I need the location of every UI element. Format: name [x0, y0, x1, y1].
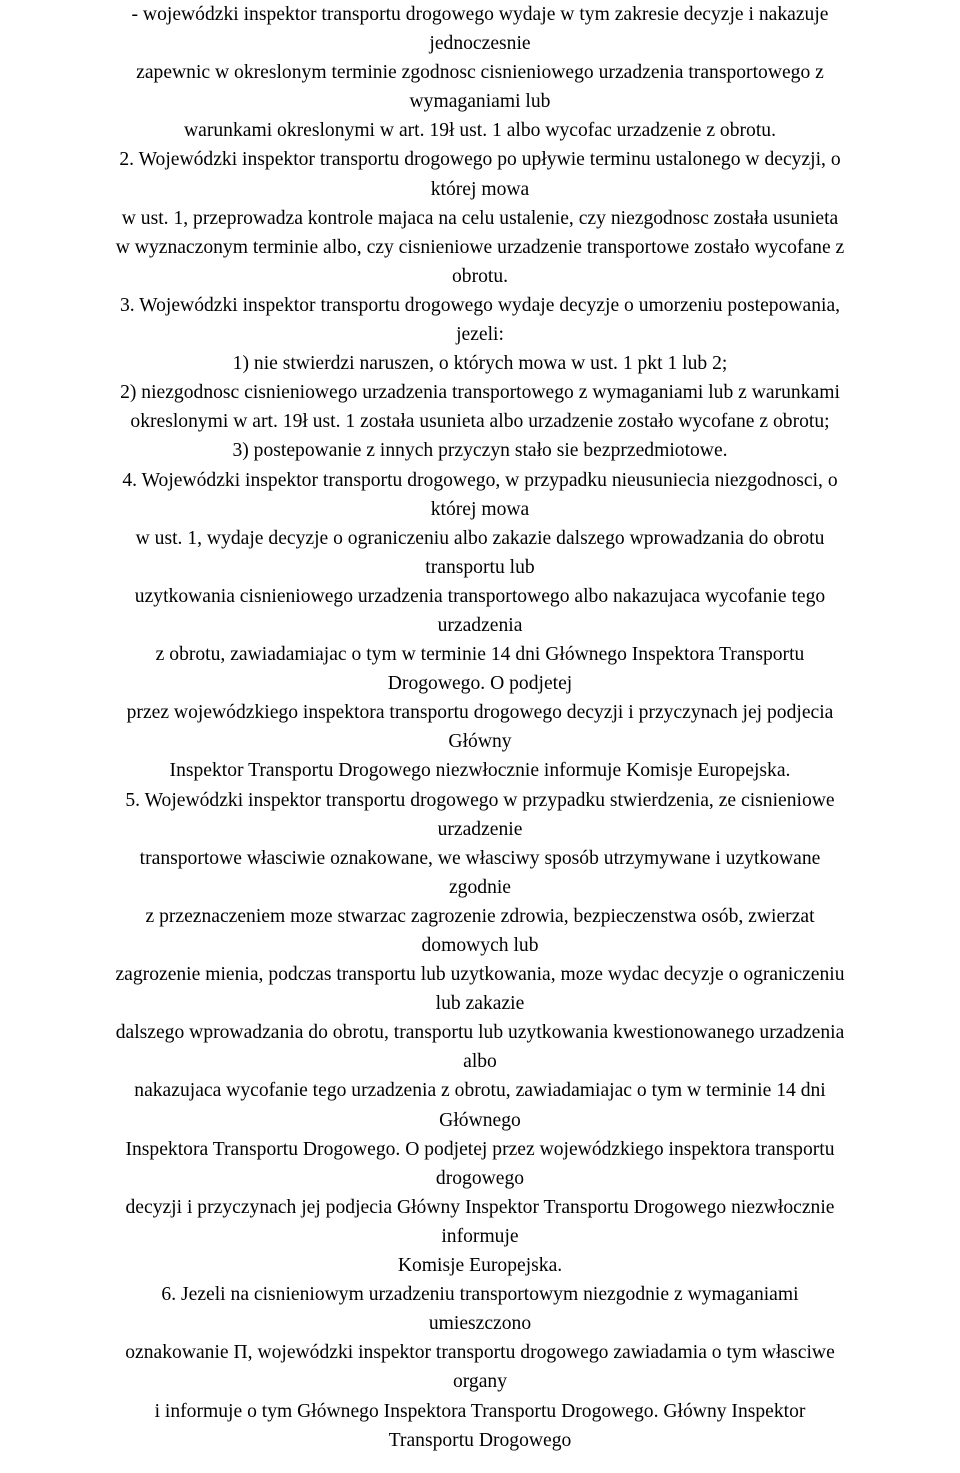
text-line: w wyznaczonym terminie albo, czy cisnieniowe urzadzenie transportowe zostało wycofane z — [115, 236, 845, 258]
text-line: lub zakazie — [435, 993, 525, 1015]
text-line: 5. Wojewódzki inspektor transportu drogowego w przypadku stwierdzenia, ze cisnieniowe — [125, 789, 835, 811]
text-line: w ust. 1, przeprowadza kontrole majaca na celu ustalenie, czy niezgodnosc została usunieta — [121, 207, 839, 229]
text-line: drogowego — [435, 1167, 525, 1189]
text-line: zagrozenie mienia, podczas transportu lub uzytkowania, moze wydac decyzje o ograniczeniu — [115, 964, 845, 986]
text-line: Transportu Drogowego — [388, 1429, 572, 1451]
text-line: 2. Wojewódzki inspektor transportu drogowego po upływie terminu ustalonego w decyzji, o — [119, 149, 841, 171]
text-line: informuje — [441, 1225, 519, 1247]
text-line: transportowe własciwie oznakowane, we własciwy sposób utrzymywane i uzytkowane — [139, 847, 821, 869]
text-line: jezeli: — [456, 324, 504, 346]
text-line: Drogowego. O podjetej — [387, 673, 573, 695]
text-line: Główny — [448, 731, 512, 753]
text-line: organy — [452, 1371, 508, 1393]
text-line: z obrotu, zawiadamiajac o tym w terminie 14 dni Głównego Inspektora Transportu — [155, 644, 805, 666]
text-line: Komisje Europejska. — [397, 1255, 563, 1277]
text-line: której mowa — [430, 178, 530, 200]
text-line: nakazujaca wycofanie tego urzadzenia z obrotu, zawiadamiajac o tym w terminie 14 dni — [134, 1080, 826, 1102]
text-line: w ust. 1, wydaje decyzje o ograniczeniu albo zakazie dalszego wprowadzania do obrotu — [135, 527, 825, 549]
text-line: 1) nie stwierdzi naruszen, o których mowa w ust. 1 pkt 1 lub 2; — [232, 353, 728, 375]
text-line: zgodnie — [448, 876, 512, 898]
text-line: albo — [463, 1051, 497, 1073]
text-line: jednoczesnie — [429, 33, 531, 55]
text-line: i informuje o tym Głównego Inspektora Transportu Drogowego. Główny Inspektor — [154, 1400, 806, 1422]
text-line: - wojewódzki inspektor transportu drogowego wydaje w tym zakresie decyzje i nakazuje — [131, 4, 829, 25]
text-line: obrotu. — [451, 265, 509, 287]
text-line: umieszczono — [428, 1313, 532, 1335]
text-line: okreslonymi w art. 19ł ust. 1 została usunieta albo urzadzenie zostało wycofane z obrotu; — [130, 411, 830, 433]
text-line: urzadzenia — [437, 614, 523, 636]
text-line: domowych lub — [421, 935, 539, 956]
text-line: zapewnic w okreslonym terminie zgodnosc cisnieniowego urzadzenia transportowego z — [136, 62, 824, 84]
text-line: której mowa — [430, 498, 530, 520]
text-line: 4. Wojewódzki inspektor transportu drogowego, w przypadku nieusuniecia niezgodnosci, o — [122, 469, 838, 491]
text-line: dalszego wprowadzania do obrotu, transportu lub uzytkowania kwestionowanego urzadzenia — [115, 1022, 845, 1044]
text-line: transportu lub — [425, 556, 535, 578]
text-line: 3. Wojewódzki inspektor transportu drogowego wydaje decyzje o umorzeniu postepowania, — [119, 294, 841, 316]
text-line: warunkami okreslonymi w art. 19ł ust. 1 albo wycofac urzadzenie z obrotu. — [184, 120, 776, 142]
text-line: wymaganiami lub — [409, 91, 551, 113]
text-line: 3) postepowanie z innych przyczyn stało sie bezprzedmiotowe. — [232, 440, 728, 462]
text-line: urzadzenie — [437, 818, 523, 840]
text-line: Inspektor Transportu Drogowego niezwłocznie informuje Komisje Europejska. — [169, 760, 791, 782]
text-line: oznakowanie Π, wojewódzki inspektor transportu drogowego zawiadamia o tym własciwe — [125, 1342, 835, 1364]
text-line: decyzji i przyczynach jej podjecia Główny Inspektor Transportu Drogowego niezwłocznie — [125, 1196, 835, 1218]
text-line: 2) niezgodnosc cisnieniowego urzadzenia transportowego z wymaganiami lub z warunkami — [120, 382, 840, 404]
text-line: przez wojewódzkiego inspektora transportu drogowego decyzji i przyczynach jej podjecia — [126, 702, 834, 724]
text-line: Głównego — [439, 1109, 521, 1131]
text-line: uzytkowania cisnieniowego urzadzenia transportowego albo nakazujaca wycofanie tego — [134, 585, 826, 607]
text-line: z przeznaczeniem moze stwarzac zagrozenie zdrowia, bezpieczenstwa osób, zwierzat — [145, 905, 815, 927]
text-line: Inspektora Transportu Drogowego. O podjetej przez wojewódzkiego inspektora transportu — [125, 1138, 835, 1160]
text-line: 6. Jezeli na cisnieniowym urzadzeniu transportowym niezgodnie z wymaganiami — [161, 1284, 799, 1306]
